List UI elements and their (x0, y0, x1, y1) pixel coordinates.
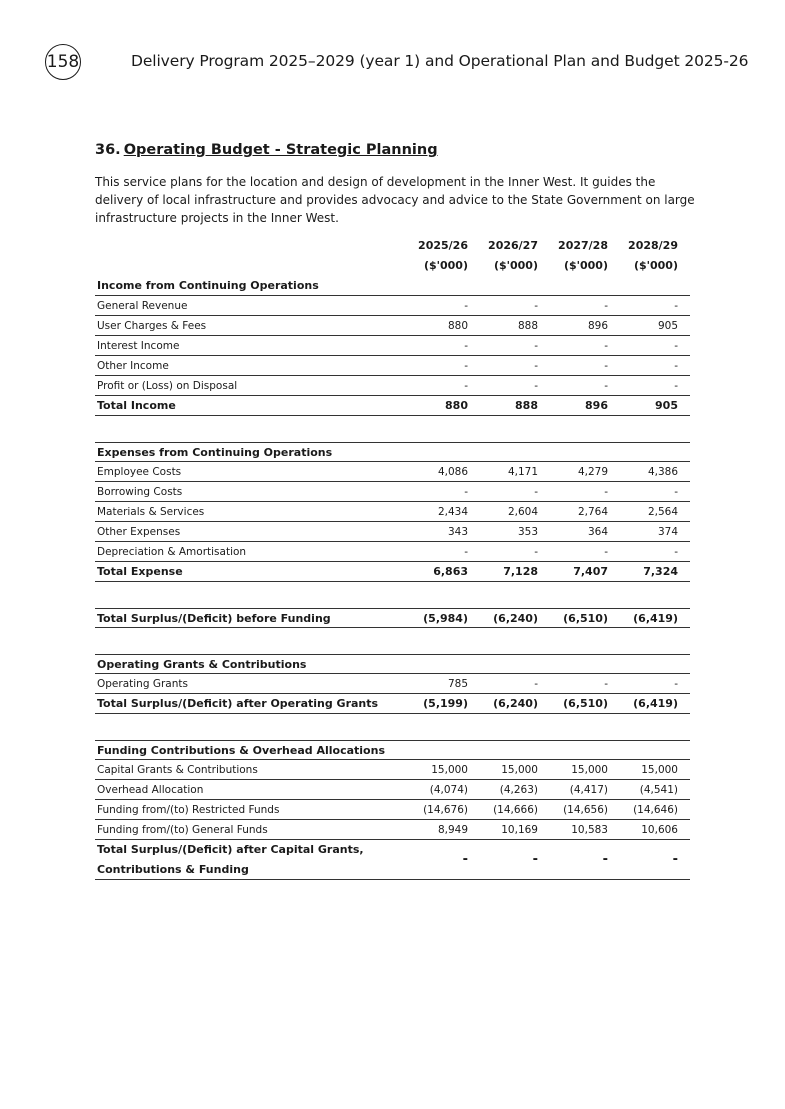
cell-value: (6,419) (633, 697, 678, 710)
cell-value: - (604, 380, 608, 392)
row-label: Funding from/(to) General Funds (97, 824, 268, 836)
cell-value: 374 (657, 526, 678, 538)
table-row (95, 522, 690, 542)
table-row (95, 542, 690, 562)
row-heading-label: Expenses from Continuing Operations (97, 446, 333, 459)
cell-value: (5,984) (423, 612, 468, 625)
column-unit: ($'000) (563, 259, 608, 272)
row-label: Total Income (97, 399, 176, 412)
row-label: Capital Grants & Contributions (97, 764, 258, 776)
cell-value: 15,000 (641, 764, 678, 776)
row-label: Other Expenses (97, 526, 181, 538)
row-label: Borrowing Costs (97, 486, 183, 498)
table-row (95, 296, 690, 316)
section-row-heading (95, 654, 690, 674)
column-year: 2028/29 (628, 239, 678, 252)
cell-value: - (464, 486, 468, 498)
table-row (95, 760, 690, 780)
cell-value: 2,434 (437, 506, 468, 518)
cell-value: - (674, 678, 678, 690)
row-label: Total Expense (97, 565, 183, 578)
row-label: User Charges & Fees (97, 320, 207, 332)
cell-value: 15,000 (431, 764, 468, 776)
cell-value: - (602, 852, 608, 867)
cell-value: (6,240) (493, 697, 538, 710)
cell-value: - (462, 852, 468, 867)
cell-value: 896 (585, 399, 608, 412)
row-heading-label: Income from Continuing Operations (97, 279, 319, 292)
row-label: Overhead Allocation (97, 784, 204, 796)
table-row (95, 820, 690, 840)
cell-value: - (532, 852, 538, 867)
cell-value: (6,510) (563, 612, 608, 625)
cell-value: 785 (447, 678, 468, 690)
cell-value: - (674, 380, 678, 392)
column-year: 2025/26 (418, 239, 468, 252)
cell-value: 905 (657, 320, 678, 332)
cell-value: 880 (445, 399, 468, 412)
cell-value: (4,074) (429, 784, 468, 796)
table-row (95, 800, 690, 820)
cell-value: - (604, 486, 608, 498)
cell-value: 15,000 (501, 764, 538, 776)
row-label: Interest Income (97, 340, 180, 352)
cell-value: - (464, 360, 468, 372)
section-row-heading (95, 276, 690, 296)
column-header (398, 236, 468, 276)
header-title: Delivery Program 2025–2029 (year 1) and Operational Plan and Budget 2025-26 (131, 52, 749, 70)
cell-value: 2,764 (577, 506, 608, 518)
table-row (95, 316, 690, 336)
cell-value: 7,407 (573, 565, 608, 578)
cell-value: - (464, 300, 468, 312)
cell-value: (6,510) (563, 697, 608, 710)
cell-value: - (534, 360, 538, 372)
cell-value: 888 (517, 320, 538, 332)
row-label: Other Income (97, 360, 169, 372)
table-row (95, 674, 690, 694)
section-row-heading (95, 442, 690, 462)
cell-value: - (534, 380, 538, 392)
cell-value: - (604, 546, 608, 558)
table-row (95, 376, 690, 396)
cell-value: 905 (655, 399, 678, 412)
cell-value: 880 (447, 320, 468, 332)
column-header (538, 236, 608, 276)
total-row (95, 608, 690, 628)
cell-value: - (464, 340, 468, 352)
table-row (95, 502, 690, 522)
cell-value: 4,086 (437, 466, 468, 478)
cell-value: 10,583 (571, 824, 608, 836)
row-label: General Revenue (97, 300, 188, 312)
cell-value: 364 (587, 526, 608, 538)
cell-value: - (674, 300, 678, 312)
cell-value: - (672, 852, 678, 867)
cell-value: - (464, 546, 468, 558)
cell-value: (14,676) (423, 804, 468, 816)
cell-value: 4,386 (647, 466, 678, 478)
cell-value: - (674, 360, 678, 372)
row-label: Total Surplus/(Deficit) after Capital Grants, Contributions & Funding (97, 843, 364, 876)
row-label: Employee Costs (97, 466, 182, 478)
table-row (95, 462, 690, 482)
section-number: 36. (95, 142, 121, 158)
cell-value: - (604, 300, 608, 312)
row-label: Operating Grants (97, 678, 188, 690)
table-spacer (95, 582, 690, 608)
table-spacer (95, 628, 690, 654)
cell-value: - (604, 360, 608, 372)
cell-value: - (674, 486, 678, 498)
cell-value: 6,863 (433, 565, 468, 578)
cell-value: 896 (587, 320, 608, 332)
row-heading-label: Operating Grants & Contributions (97, 658, 307, 671)
cell-value: (4,541) (639, 784, 678, 796)
cell-value: (6,240) (493, 612, 538, 625)
row-label: Materials & Services (97, 506, 205, 518)
cell-value: - (534, 678, 538, 690)
cell-value: (14,666) (493, 804, 538, 816)
section-description: This service plans for the location and design of development in the Inner West. It guides the delivery of local infrastructure and provides advocacy and advice to the State Government on large infrastructure projects in the Inner West. (95, 175, 695, 225)
cell-value: 353 (517, 526, 538, 538)
section-title: Operating Budget - Strategic Planning (123, 142, 438, 158)
cell-value: 7,324 (643, 565, 678, 578)
cell-value: - (534, 546, 538, 558)
cell-value: (6,419) (633, 612, 678, 625)
row-label: Profit or (Loss) on Disposal (97, 380, 238, 392)
cell-value: - (674, 546, 678, 558)
total-row (95, 562, 690, 582)
cell-value: - (674, 340, 678, 352)
table-row (95, 482, 690, 502)
cell-value: 8,949 (437, 824, 468, 836)
cell-value: (5,199) (423, 697, 468, 710)
cell-value: 7,128 (503, 565, 538, 578)
cell-value: (4,263) (499, 784, 538, 796)
cell-value: 343 (447, 526, 468, 538)
column-unit: ($'000) (633, 259, 678, 272)
operating-budget-table (95, 236, 690, 880)
cell-value: (4,417) (569, 784, 608, 796)
section-row-heading (95, 740, 690, 760)
cell-value: 888 (515, 399, 538, 412)
column-unit: ($'000) (493, 259, 538, 272)
cell-value: 4,279 (577, 466, 608, 478)
table-spacer (95, 416, 690, 442)
row-label: Depreciation & Amortisation (97, 546, 247, 558)
row-label: Total Surplus/(Deficit) after Operating Grants (97, 697, 379, 710)
table-column-headers (95, 236, 690, 276)
cell-value: (14,656) (563, 804, 608, 816)
table-row (95, 336, 690, 356)
cell-value: 10,169 (501, 824, 538, 836)
total-row (95, 694, 690, 714)
row-heading-label: Funding Contributions & Overhead Allocations (97, 744, 385, 757)
column-year: 2027/28 (558, 239, 608, 252)
cell-value: 10,606 (641, 824, 678, 836)
table-spacer (95, 714, 690, 740)
column-header (468, 236, 538, 276)
section-heading (95, 142, 438, 158)
row-label: Total Surplus/(Deficit) before Funding (97, 612, 331, 625)
total-row (95, 840, 690, 880)
cell-value: - (604, 678, 608, 690)
table-row (95, 356, 690, 376)
column-year: 2026/27 (488, 239, 538, 252)
cell-value: - (464, 380, 468, 392)
cell-value: 2,564 (647, 506, 678, 518)
cell-value: - (534, 340, 538, 352)
cell-value: - (604, 340, 608, 352)
cell-value: - (534, 300, 538, 312)
cell-value: - (534, 486, 538, 498)
cell-value: 2,604 (507, 506, 538, 518)
table-body (95, 276, 690, 880)
cell-value: (14,646) (633, 804, 678, 816)
column-header (608, 236, 678, 276)
total-row (95, 396, 690, 416)
cell-value: 15,000 (571, 764, 608, 776)
table-row (95, 780, 690, 800)
row-label: Funding from/(to) Restricted Funds (97, 804, 280, 816)
cell-value: 4,171 (507, 466, 538, 478)
page-number: 158 (45, 44, 81, 80)
column-unit: ($'000) (423, 259, 468, 272)
